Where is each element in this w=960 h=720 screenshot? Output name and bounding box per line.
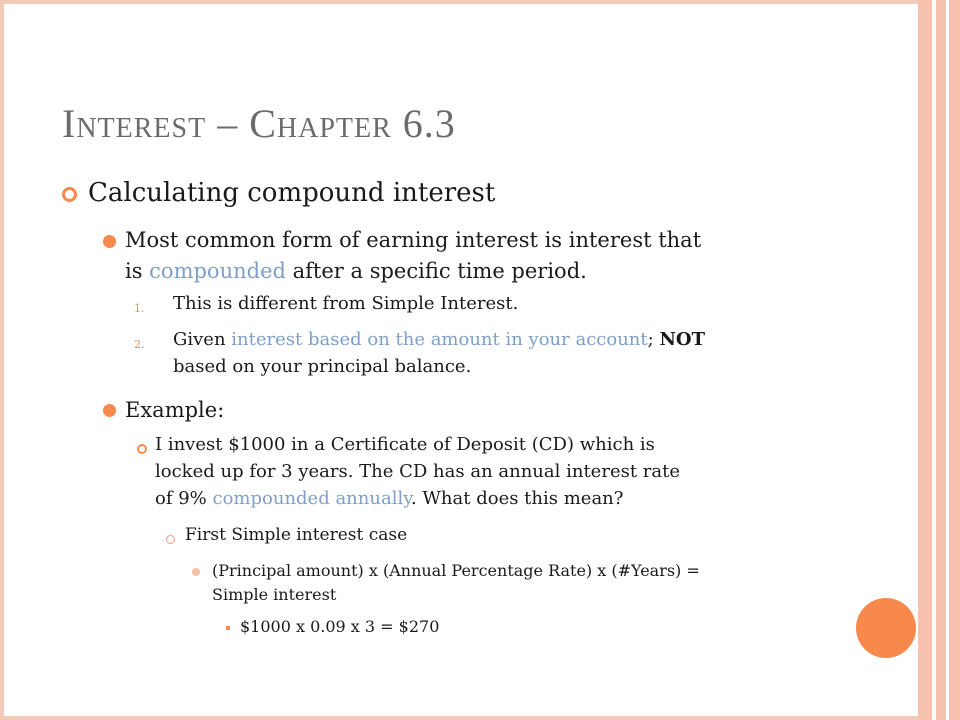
example-line: I invest $1000 in a Certificate of Deposit (CD) which is	[155, 434, 655, 455]
emphasis-not: NOT	[659, 329, 705, 350]
dot-bullet-icon	[103, 235, 116, 248]
ring-bullet-icon	[166, 535, 175, 544]
ring-bullet-icon	[62, 187, 77, 202]
list-item-simple-difference: This is different from Simple Interest.	[173, 293, 519, 314]
simple-interest-formula	[212, 559, 700, 607]
right-stripe	[918, 0, 932, 720]
ring-bullet-icon	[137, 444, 147, 454]
frame-left-edge	[0, 0, 4, 720]
highlight-term: compounded	[149, 259, 286, 283]
item-line	[173, 326, 705, 353]
text-fragment: is	[125, 259, 150, 283]
text-fragment: of 9%	[155, 488, 213, 509]
simple-case-heading: First Simple interest case	[185, 525, 408, 545]
right-stripe	[949, 0, 960, 720]
list-item-account-basis	[173, 326, 705, 380]
list-number: 2.	[134, 338, 145, 351]
simple-interest-calculation: $1000 x 0.09 x 3 = $270	[240, 617, 440, 636]
bullet-line	[125, 256, 701, 287]
item-line: based on your principal balance.	[173, 356, 472, 377]
section-heading: Calculating compound interest	[88, 178, 496, 208]
slide-title: Interest – Chapter 6.3	[62, 101, 456, 146]
example-line	[155, 485, 680, 512]
bullet-line: Most common form of earning interest is interest that	[125, 228, 702, 252]
text-fragment: after a specific time period.	[285, 259, 587, 283]
text-fragment: Given	[173, 329, 232, 350]
dot-bullet-icon	[103, 404, 116, 417]
frame-bottom-edge	[0, 716, 924, 720]
text-fragment: ;	[647, 329, 660, 350]
frame-top-edge	[0, 0, 924, 4]
formula-line: (Principal amount) x (Annual Percentage Rate) x (#Years) =	[212, 561, 700, 580]
decorative-circle	[856, 598, 916, 658]
list-number: 1.	[134, 302, 145, 315]
text-fragment: . What does this mean?	[410, 488, 624, 509]
dot-bullet-icon	[192, 568, 200, 576]
square-bullet-icon	[226, 626, 230, 630]
example-scenario	[155, 431, 680, 512]
formula-line: Simple interest	[212, 585, 337, 604]
highlight-phrase: interest based on the amount in your account	[231, 329, 648, 350]
highlight-term: compounded annually	[212, 488, 411, 509]
example-label: Example:	[125, 398, 225, 422]
example-line: locked up for 3 years. The CD has an annual interest rate	[155, 461, 681, 482]
bullet-compound-definition	[125, 225, 701, 287]
right-stripe	[936, 0, 946, 720]
